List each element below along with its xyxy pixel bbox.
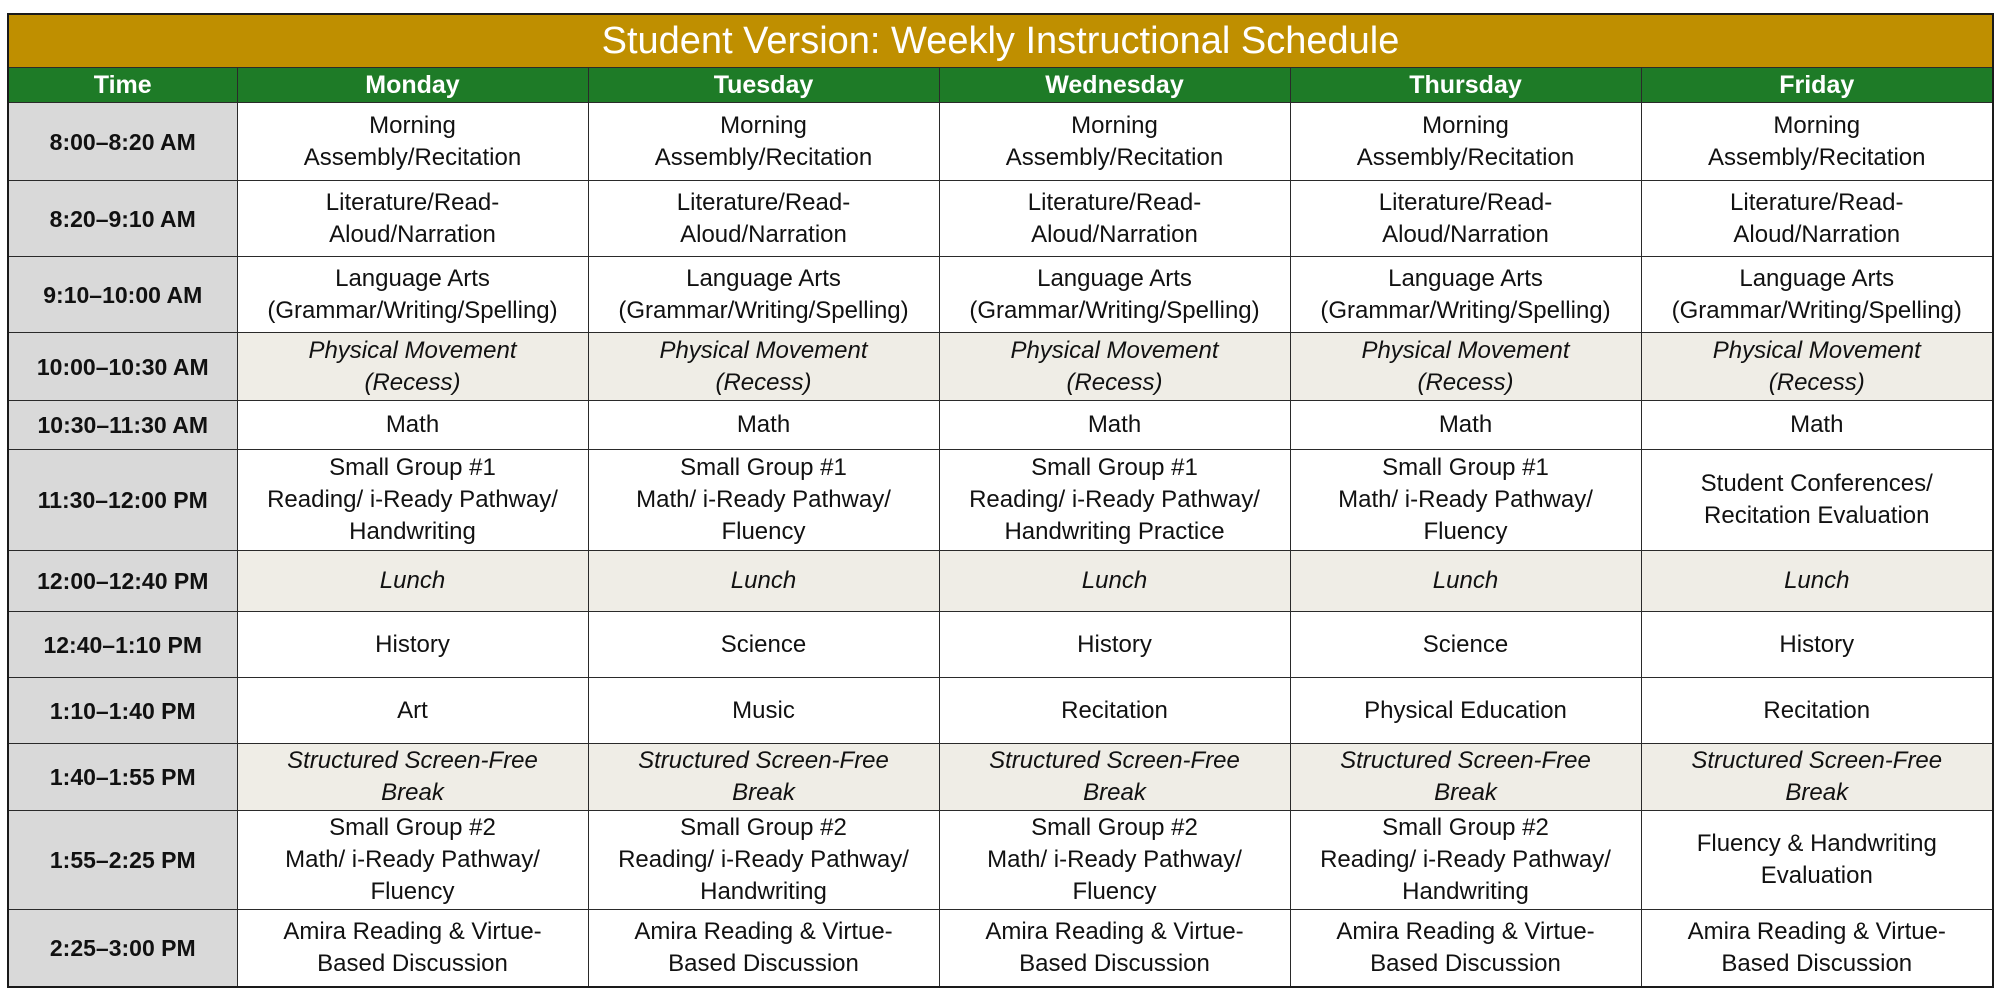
activity-line: Language Arts <box>1739 264 1895 292</box>
activity-cell-wednesday <box>939 103 1290 181</box>
activity-line: Math <box>1790 411 1844 438</box>
activity-line: Break <box>732 779 795 806</box>
activity-cell-monday <box>237 257 588 333</box>
activity-line: Based Discussion <box>1721 949 1913 977</box>
activity-cell-friday <box>1641 744 1993 811</box>
activity-line: Morning <box>369 111 456 139</box>
activity-cell-tuesday <box>588 678 939 744</box>
activity-line: Assembly/Recitation <box>654 143 873 171</box>
activity-cell-wednesday <box>939 678 1290 744</box>
activity-cell-monday <box>237 181 588 257</box>
activity-cell-wednesday <box>939 181 1290 257</box>
column-header-time: Time <box>8 68 237 103</box>
activity-line: Break <box>1083 779 1146 806</box>
activity-line: (Grammar/Writing/Spelling) <box>618 296 909 324</box>
time-slot: 2:25–3:00 PM <box>8 910 237 987</box>
activity-line: Science <box>720 630 807 658</box>
activity-cell-tuesday <box>588 910 939 987</box>
activity-cell-friday <box>1641 103 1993 181</box>
activity-line: Fluency <box>1423 518 1508 545</box>
activity-line: Aloud/Narration <box>1733 220 1901 248</box>
activity-line: Morning <box>1422 111 1509 139</box>
activity-line: Small Group #2 <box>329 814 496 841</box>
activity-line: Literature/Read- <box>1378 188 1553 216</box>
activity-cell-friday <box>1641 450 1993 551</box>
activity-cell-tuesday <box>588 811 939 910</box>
activity-line: Language Arts <box>335 264 490 292</box>
activity-line: Assembly/Recitation <box>303 143 522 171</box>
time-slot: 8:00–8:20 AM <box>8 103 237 181</box>
activity-line: Small Group #1 <box>680 454 847 481</box>
column-header-monday: Monday <box>237 68 588 103</box>
activity-line: Art <box>397 696 428 724</box>
activity-line: Student Conferences/ <box>1700 470 1933 497</box>
schedule-row <box>8 257 1993 333</box>
activity-line: Break <box>1785 779 1849 806</box>
activity-line: Assembly/Recitation <box>1005 143 1224 171</box>
activity-line: Small Group #1 <box>329 454 496 481</box>
column-header-wednesday: Wednesday <box>939 68 1290 103</box>
activity-line: Aloud/Narration <box>1382 220 1549 248</box>
time-slot: 12:00–12:40 PM <box>8 551 237 612</box>
activity-cell-wednesday <box>939 811 1290 910</box>
activity-cell-thursday <box>1290 612 1641 678</box>
activity-line: Lunch <box>1081 567 1148 594</box>
activity-line: Handwriting <box>349 518 476 545</box>
schedule-body <box>8 103 1993 987</box>
activity-cell-thursday <box>1290 811 1641 910</box>
activity-cell-friday <box>1641 612 1993 678</box>
schedule-table <box>7 13 1994 988</box>
activity-cell-thursday <box>1290 401 1641 450</box>
activity-line: Reading/ i-Ready Pathway/ <box>969 486 1260 513</box>
time-slot: 12:40–1:10 PM <box>8 612 237 678</box>
activity-cell-tuesday <box>588 744 939 811</box>
activity-cell-thursday <box>1290 551 1641 612</box>
activity-line: Small Group #1 <box>1031 454 1198 481</box>
schedule-row <box>8 181 1993 257</box>
activity-line: History <box>1077 630 1152 658</box>
activity-line: Math/ i-Ready Pathway/ <box>285 846 540 873</box>
time-slot: 10:00–10:30 AM <box>8 333 237 401</box>
activity-cell-friday <box>1641 181 1993 257</box>
schedule-row <box>8 678 1993 744</box>
time-slot: 10:30–11:30 AM <box>8 401 237 450</box>
schedule-row <box>8 612 1993 678</box>
activity-line: Language Arts <box>1037 264 1192 292</box>
column-header-thursday: Thursday <box>1290 68 1641 103</box>
activity-cell-wednesday <box>939 450 1290 551</box>
activity-cell-wednesday <box>939 333 1290 401</box>
activity-line: Based Discussion <box>1370 949 1561 977</box>
activity-cell-friday <box>1641 811 1993 910</box>
activity-line: Math <box>736 411 791 438</box>
activity-cell-tuesday <box>588 551 939 612</box>
schedule-row <box>8 450 1993 551</box>
activity-cell-wednesday <box>939 551 1290 612</box>
activity-line: Literature/Read- <box>1027 188 1202 216</box>
activity-line: Morning <box>1071 111 1158 139</box>
activity-line: Physical Movement <box>1712 336 1921 364</box>
activity-line: Physical Movement <box>659 336 868 364</box>
activity-line: (Recess) <box>1768 368 1865 396</box>
schedule-row <box>8 401 1993 450</box>
activity-line: Aloud/Narration <box>1031 220 1198 248</box>
activity-line: Small Group #2 <box>1031 814 1198 841</box>
activity-line: Music <box>732 696 795 724</box>
schedule-row <box>8 811 1993 910</box>
activity-line: Reading/ i-Ready Pathway/ <box>618 846 909 873</box>
activity-line: Math/ i-Ready Pathway/ <box>1338 486 1593 513</box>
activity-cell-friday <box>1641 910 1993 987</box>
activity-line: Fluency & Handwriting <box>1696 830 1937 857</box>
activity-line: (Recess) <box>1066 368 1163 396</box>
activity-cell-friday <box>1641 551 1993 612</box>
column-header-tuesday: Tuesday <box>588 68 939 103</box>
activity-cell-thursday <box>1290 910 1641 987</box>
activity-line: Aloud/Narration <box>329 220 496 248</box>
activity-line: Fluency <box>721 518 806 545</box>
activity-line: Physical Movement <box>1010 336 1219 364</box>
time-slot: 1:10–1:40 PM <box>8 678 237 744</box>
time-slot: 1:40–1:55 PM <box>8 744 237 811</box>
activity-line: Small Group #1 <box>1382 454 1549 481</box>
activity-cell-tuesday <box>588 257 939 333</box>
schedule-row <box>8 744 1993 811</box>
activity-line: Evaluation <box>1760 862 1873 889</box>
activity-line: Amira Reading & Virtue- <box>1336 917 1595 945</box>
activity-cell-friday <box>1641 401 1993 450</box>
activity-line: Amira Reading & Virtue- <box>283 917 542 945</box>
activity-cell-monday <box>237 333 588 401</box>
activity-cell-wednesday <box>939 910 1290 987</box>
time-slot: 1:55–2:25 PM <box>8 811 237 910</box>
activity-line: Aloud/Narration <box>680 220 847 248</box>
activity-line: History <box>375 630 450 658</box>
activity-line: Fluency <box>1072 878 1157 905</box>
activity-cell-wednesday <box>939 744 1290 811</box>
activity-line: Recitation <box>1061 696 1168 724</box>
activity-line: (Grammar/Writing/Spelling) <box>1671 296 1962 324</box>
activity-cell-monday <box>237 612 588 678</box>
activity-line: Amira Reading & Virtue- <box>634 917 893 945</box>
activity-line: Physical Education <box>1364 696 1567 724</box>
column-header-friday: Friday <box>1641 68 1993 103</box>
activity-cell-tuesday <box>588 450 939 551</box>
activity-cell-friday <box>1641 257 1993 333</box>
activity-line: Small Group #2 <box>1382 814 1549 841</box>
activity-line: Recitation Evaluation <box>1704 502 1930 529</box>
activity-cell-wednesday <box>939 612 1290 678</box>
activity-cell-thursday <box>1290 678 1641 744</box>
activity-line: Recitation <box>1763 696 1871 724</box>
activity-line: Physical Movement <box>308 336 517 364</box>
activity-line: Language Arts <box>686 264 841 292</box>
activity-line: Math <box>385 411 440 438</box>
activity-cell-thursday <box>1290 333 1641 401</box>
activity-cell-friday <box>1641 678 1993 744</box>
activity-line: Literature/Read- <box>325 188 500 216</box>
activity-line: Amira Reading & Virtue- <box>1687 917 1946 945</box>
activity-cell-monday <box>237 910 588 987</box>
activity-line: Based Discussion <box>317 949 508 977</box>
activity-line: Handwriting Practice <box>1004 518 1225 545</box>
time-slot: 9:10–10:00 AM <box>8 257 237 333</box>
header-row <box>8 68 1993 103</box>
activity-cell-thursday <box>1290 450 1641 551</box>
activity-cell-tuesday <box>588 401 939 450</box>
activity-cell-monday <box>237 811 588 910</box>
activity-line: Structured Screen-Free <box>989 747 1240 774</box>
activity-line: Amira Reading & Virtue- <box>985 917 1244 945</box>
activity-line: Literature/Read- <box>676 188 851 216</box>
activity-line: (Grammar/Writing/Spelling) <box>969 296 1260 324</box>
schedule-row <box>8 333 1993 401</box>
activity-cell-wednesday <box>939 401 1290 450</box>
activity-line: Language Arts <box>1388 264 1543 292</box>
activity-cell-tuesday <box>588 181 939 257</box>
activity-line: Morning <box>720 111 807 139</box>
activity-line: Lunch <box>1784 567 1850 594</box>
activity-line: (Grammar/Writing/Spelling) <box>267 296 558 324</box>
activity-cell-thursday <box>1290 181 1641 257</box>
activity-line: Science <box>1422 630 1509 658</box>
activity-line: Math/ i-Ready Pathway/ <box>636 486 891 513</box>
activity-line: Assembly/Recitation <box>1356 143 1575 171</box>
activity-line: Fluency <box>370 878 455 905</box>
activity-line: Lunch <box>1432 567 1499 594</box>
activity-line: Physical Movement <box>1361 336 1570 364</box>
activity-cell-thursday <box>1290 257 1641 333</box>
activity-line: Break <box>381 779 444 806</box>
activity-line: Math <box>1087 411 1142 438</box>
activity-cell-tuesday <box>588 103 939 181</box>
activity-line: Break <box>1434 779 1497 806</box>
activity-line: Lunch <box>379 567 446 594</box>
activity-cell-friday <box>1641 333 1993 401</box>
activity-line: Structured Screen-Free <box>1691 747 1943 774</box>
activity-line: Handwriting <box>700 878 827 905</box>
schedule-title: Student Version: Weekly Instructional Schedule <box>8 14 1993 68</box>
activity-cell-wednesday <box>939 257 1290 333</box>
activity-cell-monday <box>237 744 588 811</box>
activity-line: Lunch <box>730 567 797 594</box>
time-slot: 8:20–9:10 AM <box>8 181 237 257</box>
activity-line: Structured Screen-Free <box>638 747 889 774</box>
activity-line: (Recess) <box>1417 368 1514 396</box>
activity-line: Structured Screen-Free <box>287 747 538 774</box>
activity-cell-monday <box>237 401 588 450</box>
time-slot: 11:30–12:00 PM <box>8 450 237 551</box>
schedule-row <box>8 551 1993 612</box>
activity-cell-thursday <box>1290 103 1641 181</box>
activity-line: Structured Screen-Free <box>1340 747 1591 774</box>
activity-line: Reading/ i-Ready Pathway/ <box>267 486 558 513</box>
activity-cell-tuesday <box>588 612 939 678</box>
activity-cell-monday <box>237 450 588 551</box>
activity-line: Based Discussion <box>1019 949 1210 977</box>
activity-line: (Recess) <box>715 368 812 396</box>
activity-line: History <box>1779 630 1855 658</box>
activity-cell-monday <box>237 551 588 612</box>
activity-line: Math/ i-Ready Pathway/ <box>987 846 1242 873</box>
activity-line: Literature/Read- <box>1730 188 1904 216</box>
activity-cell-monday <box>237 678 588 744</box>
activity-cell-thursday <box>1290 744 1641 811</box>
schedule-row <box>8 103 1993 181</box>
activity-line: Based Discussion <box>668 949 859 977</box>
activity-line: Small Group #2 <box>680 814 847 841</box>
activity-line: (Recess) <box>364 368 461 396</box>
activity-line: Morning <box>1773 111 1861 139</box>
activity-line: (Grammar/Writing/Spelling) <box>1320 296 1611 324</box>
schedule-row <box>8 910 1993 987</box>
activity-line: Reading/ i-Ready Pathway/ <box>1320 846 1611 873</box>
activity-line: Handwriting <box>1402 878 1529 905</box>
title-row <box>8 14 1993 68</box>
activity-line: Assembly/Recitation <box>1708 143 1926 171</box>
activity-cell-tuesday <box>588 333 939 401</box>
activity-line: Math <box>1438 411 1493 438</box>
activity-cell-monday <box>237 103 588 181</box>
